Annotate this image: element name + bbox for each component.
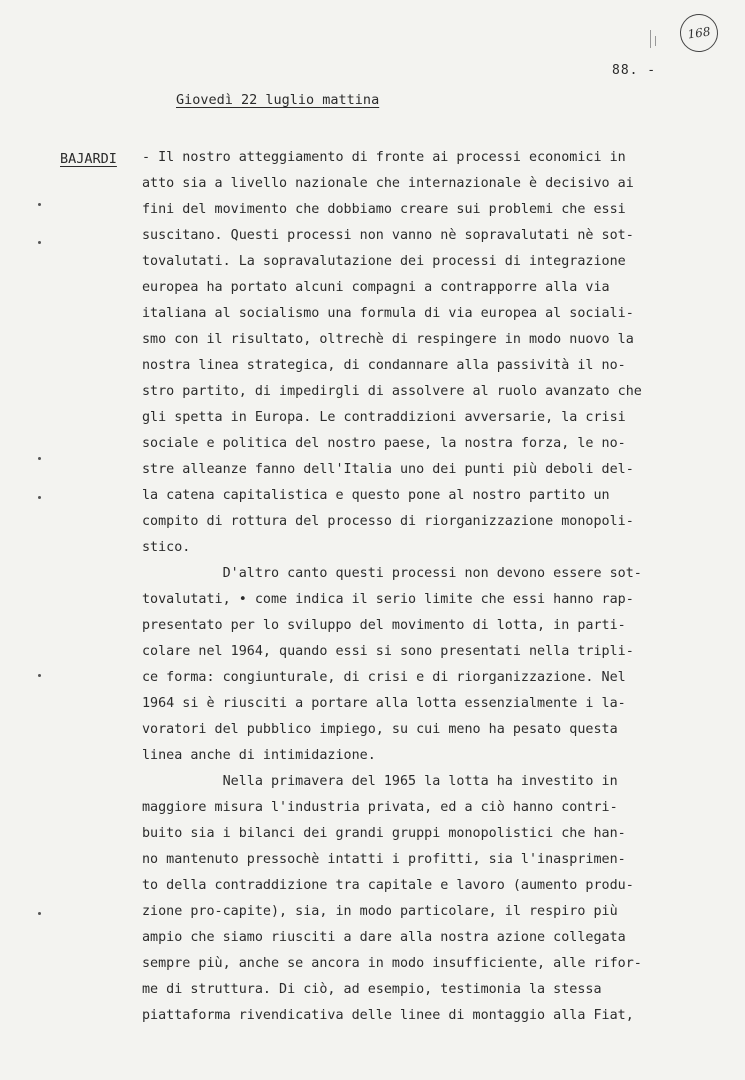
text-line: zione pro-capite), sia, in modo particolare, il respiro più	[142, 904, 618, 919]
folio-stamp	[678, 12, 721, 55]
text-line: gli spetta in Europa. Le contraddizioni avversarie, la crisi	[142, 410, 626, 425]
folio-stamp-number: 168	[686, 24, 712, 42]
text-line: piattaforma rivendicativa delle linee di montaggio alla Fiat,	[142, 1008, 634, 1023]
text-line: ampio che siamo riusciti a dare alla nostra azione collegata	[142, 930, 626, 945]
text-line: to della contraddizione tra capitale e lavoro (aumento produ-	[142, 878, 634, 893]
date-heading: Giovedì 22 luglio mattina	[176, 92, 380, 108]
text-line: no mantenuto pressochè intatti i profitti, sia l'inasprimen-	[142, 852, 626, 867]
text-line: sempre più, anche se ancora in modo insufficiente, alle rifor-	[142, 956, 642, 971]
text-line: compito di rottura del processo di riorganizzazione monopoli-	[142, 514, 634, 529]
text-line: italiana al socialismo una formula di via europea al sociali-	[142, 306, 634, 321]
margin-mark	[38, 674, 41, 677]
text-line: tovalutati, • come indica il serio limite che essi hanno rap-	[142, 592, 634, 607]
text-line: nostra linea strategica, di condannare alla passività il no-	[142, 358, 626, 373]
text-line: stico.	[142, 540, 191, 555]
text-line: 1964 si è riusciti a portare alla lotta essenzialmente i la-	[142, 696, 626, 711]
margin-mark	[650, 30, 651, 48]
text-line: me di struttura. Di ciò, ad esempio, testimonia la stessa	[142, 982, 602, 997]
text-line: fini del movimento che dobbiamo creare sui problemi che essi	[142, 202, 626, 217]
text-line: presentato per lo sviluppo del movimento di lotta, in parti-	[142, 618, 626, 633]
page-number: 88. -	[612, 63, 657, 78]
text-line: voratori del pubblico impiego, su cui meno ha pesato questa	[142, 722, 618, 737]
text-line: maggiore misura l'industria privata, ed a ciò hanno contri-	[142, 800, 618, 815]
text-line: sociale e politica del nostro paese, la nostra forza, le no-	[142, 436, 626, 451]
text-line: suscitano. Questi processi non vanno nè sopravalutati nè sot-	[142, 228, 634, 243]
text-line: la catena capitalistica e questo pone al nostro partito un	[142, 488, 610, 503]
text-line: - Il nostro atteggiamento di fronte ai processi economici in	[142, 150, 626, 165]
text-line: colare nel 1964, quando essi si sono presentati nella tripli-	[142, 644, 634, 659]
text-line: atto sia a livello nazionale che internazionale è decisivo ai	[142, 176, 634, 191]
text-line: ce forma: congiunturale, di crisi e di riorganizzazione. Nel	[142, 670, 626, 685]
margin-mark	[38, 912, 41, 915]
text-line: stro partito, di impedirgli di assolvere al ruolo avanzato che	[142, 384, 642, 399]
text-line: stre alleanze fanno dell'Italia uno dei punti più deboli del-	[142, 462, 634, 477]
margin-mark	[38, 241, 41, 244]
margin-mark	[655, 36, 656, 46]
margin-mark	[38, 457, 41, 460]
text-line: europea ha portato alcuni compagni a contrapporre alla via	[142, 280, 610, 295]
text-line: D'altro canto questi processi non devono essere sot-	[142, 566, 642, 581]
text-line: Nella primavera del 1965 la lotta ha investito in	[142, 774, 618, 789]
text-line: buito sia i bilanci dei grandi gruppi monopolistici che han-	[142, 826, 626, 841]
text-line: linea anche di intimidazione.	[142, 748, 376, 763]
text-line: smo con il risultato, oltrechè di respingere in modo nuovo la	[142, 332, 634, 347]
margin-mark	[38, 203, 41, 206]
margin-mark	[38, 496, 41, 499]
speaker-name: BAJARDI	[60, 151, 117, 167]
text-line: tovalutati. La sopravalutazione dei processi di integrazione	[142, 254, 626, 269]
